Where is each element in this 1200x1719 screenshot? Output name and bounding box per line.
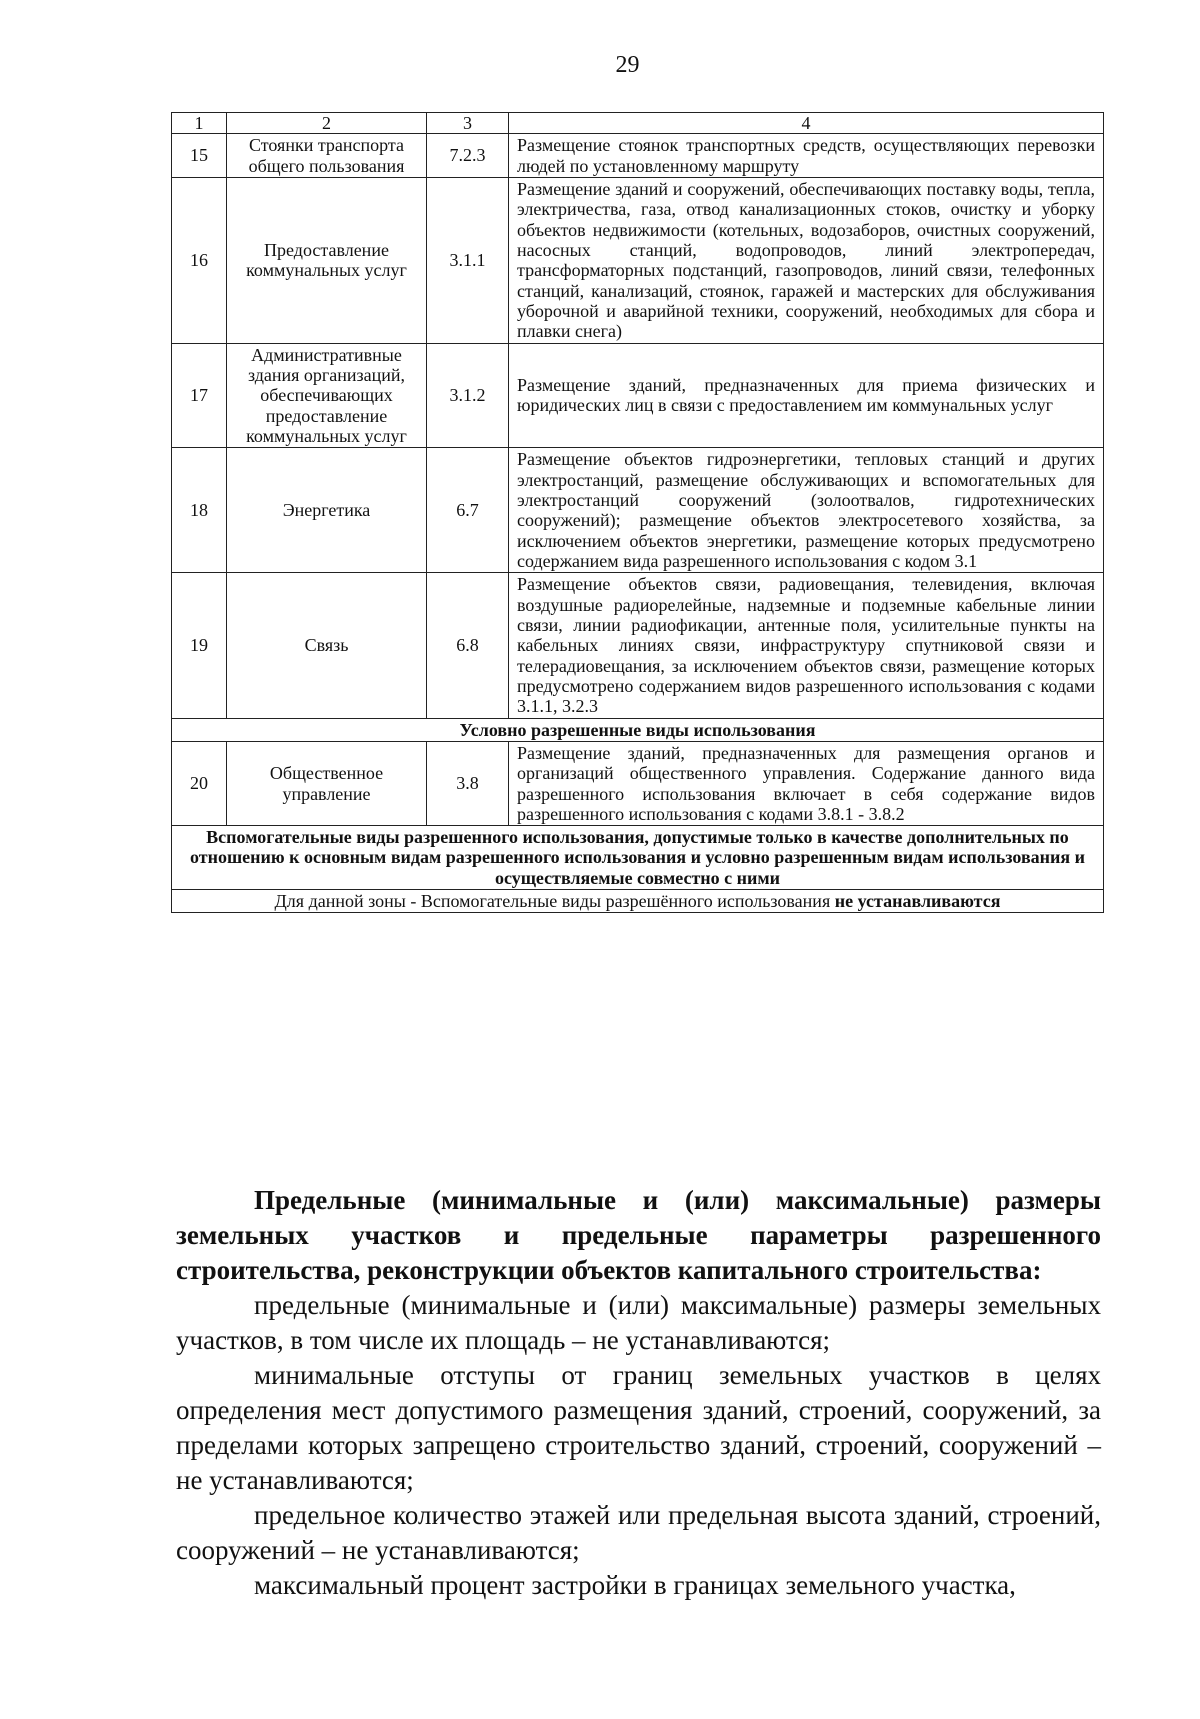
column-header: 3: [427, 113, 509, 134]
table-row: [172, 177, 1104, 343]
column-header: 2: [227, 113, 427, 134]
use-type-code: 6.7: [427, 448, 509, 573]
use-type-name: Энергетика: [227, 448, 427, 573]
table-row: [172, 448, 1104, 573]
column-header: 1: [172, 113, 227, 134]
use-type-description: Размещение объектов гидроэнергетики, тепловых станций и других электростанций, размещение обслуживающих и вспомогательных для электростанций сооружений (золоотвалов, гидротехнических сооружений); размещение объектов электросетевого хозяйства, за исключением объектов энергетики, размещение которых предусмотрено содержанием вида разрешенного использования с кодом 3.1: [509, 448, 1104, 573]
row-number: 15: [172, 134, 227, 178]
row-number: 17: [172, 343, 227, 448]
use-type-code: 3.8: [427, 741, 509, 825]
use-type-description: Размещение зданий, предназначенных для приема физических и юридических лиц в связи с предоставлением им коммунальных услуг: [509, 343, 1104, 448]
table-row: [172, 573, 1104, 718]
paragraph: предельное количество этажей или предельная высота зданий, строений, сооружений – не устанавливаются;: [176, 1500, 1101, 1565]
land-use-table: [171, 112, 1104, 913]
use-type-code: 3.1.1: [427, 177, 509, 343]
paragraph: максимальный процент застройки в границах земельного участка,: [254, 1570, 1016, 1600]
use-type-code: 6.8: [427, 573, 509, 718]
use-type-name: Предоставление коммунальных услуг: [227, 177, 427, 343]
use-type-description: Размещение зданий, предназначенных для размещения органов и организаций общественного управления. Содержание данного вида разрешенного использования включает в себя содержание видов разрешенного использования с кодами 3.8.1 - 3.8.2: [509, 741, 1104, 825]
row-number: 20: [172, 741, 227, 825]
row-number: 19: [172, 573, 227, 718]
table-row: [172, 741, 1104, 825]
row-number: 16: [172, 177, 227, 343]
auxiliary-uses-note: [172, 890, 1104, 913]
use-type-code: 7.2.3: [427, 134, 509, 178]
use-type-name: Общественное управление: [227, 741, 427, 825]
use-type-code: 3.1.2: [427, 343, 509, 448]
section-row: [172, 718, 1104, 741]
paragraph: минимальные отступы от границ земельных участков в целях определения мест допустимого размещения зданий, строений, сооружений, за пределами которых запрещено строительство зданий, строений, сооружений – не устанавливаются;: [176, 1360, 1101, 1495]
use-type-name: Административные здания организаций, обеспечивающих предоставление коммунальных услуг: [227, 343, 427, 448]
page-number: 29: [615, 52, 640, 78]
note-status: не устанавливаются: [834, 891, 1001, 912]
use-type-description: Размещение стоянок транспортных средств, осуществляющих перевозки людей по установленному маршруту: [509, 134, 1104, 178]
note-prefix: Для данной зоны - Вспомогательные виды разрешённого использования: [274, 891, 835, 912]
section-heading: Предельные (минимальные и (или) максимальные) размеры земельных участков и предельные параметры разрешенного строительства, реконструкции объектов капитального строительства:: [176, 1185, 1101, 1285]
row-number: 18: [172, 448, 227, 573]
use-type-description: Размещение объектов связи, радиовещания, телевидения, включая воздушные радиорелейные, надземные и подземные кабельные линии связи, линии радиофикации, антенные поля, усилительные пункты на кабельных линиях связи, инфраструктуру спутниковой связи и телерадиовещания, за исключением объектов связи, размещение которых предусмотрено содержанием видов разрешенного использования с кодами 3.1.1, 3.2.3: [509, 573, 1104, 718]
table-row: [172, 134, 1104, 178]
section-row: [172, 826, 1104, 890]
paragraph: предельные (минимальные и (или) максимальные) размеры земельных участков, в том числе их площадь – не устанавливаются;: [176, 1290, 1101, 1355]
use-type-name: Стоянки транспорта общего пользования: [227, 134, 427, 178]
column-header: 4: [509, 113, 1104, 134]
table-header-row: [172, 113, 1104, 134]
use-type-description: Размещение зданий и сооружений, обеспечивающих поставку воды, тепла, электричества, газа, отвод канализационных стоков, очистку и уборку объектов недвижимости (котельных, водозаборов, очистных сооружений, насосных станций, водопроводов, линий электропередач, трансформаторных подстанций, газопроводов, линий связи, телефонных станций, канализаций, стоянок, гаражей и мастерских для обслуживания уборочной и аварийной техники, сооружений, необходимых для сбора и плавки снега): [509, 177, 1104, 343]
note-row: [172, 890, 1104, 913]
parameters-section: [176, 1183, 1101, 1603]
conditional-uses-title: Условно разрешенные виды использования: [172, 718, 1104, 741]
use-type-name: Связь: [227, 573, 427, 718]
auxiliary-uses-title: Вспомогательные виды разрешенного использования, допустимые только в качестве дополнительных по отношению к основным видам разрешенного использования и условно разрешенным видам использования и осуществляемые совместно с ними: [172, 826, 1104, 890]
table-row: [172, 343, 1104, 448]
